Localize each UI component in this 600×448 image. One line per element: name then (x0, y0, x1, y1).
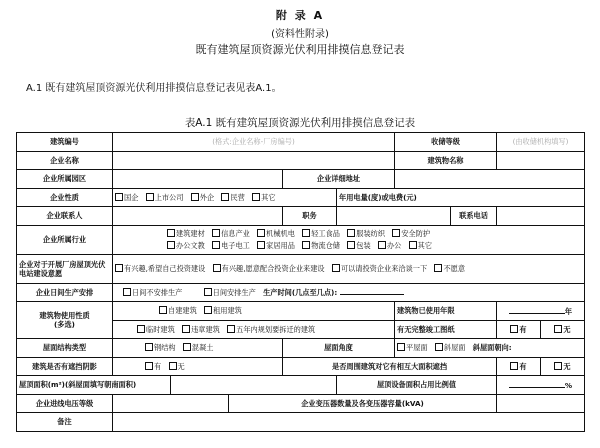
row-nature (17, 188, 585, 207)
angle-option-flat[interactable]: 平屋面 (397, 343, 428, 352)
structure-option[interactable]: 混凝土 (183, 343, 214, 352)
label-usage (17, 302, 113, 339)
shadow-q-yes[interactable]: 有 (497, 357, 541, 376)
checkbox-icon (409, 241, 417, 249)
usage-option[interactable]: 违章建筑 (182, 325, 220, 334)
row-industry (17, 225, 585, 254)
remarks-field[interactable] (113, 413, 585, 432)
nature-option[interactable]: 上市公司 (146, 193, 184, 202)
daytime-option-none[interactable]: 日间不安排生产 (123, 288, 182, 297)
label-phone: 联系电话 (451, 207, 497, 226)
row-attitude (17, 254, 585, 283)
checkbox-icon (435, 343, 443, 351)
checkbox-icon (510, 325, 518, 333)
checkbox-icon (169, 362, 177, 370)
industry-option[interactable]: 信息产业 (212, 229, 250, 238)
nature-option[interactable]: 外企 (191, 193, 214, 202)
industry-option[interactable]: 包装 (347, 241, 370, 250)
usage-option[interactable]: 五年内规划要拆迁的建筑 (227, 325, 315, 334)
nature-option[interactable]: 国企 (115, 193, 138, 202)
label-structure: 屋面结构类型 (17, 339, 113, 358)
slope-direction-label: 斜屋面朝向: (472, 343, 512, 353)
shadow-no[interactable]: 无 (169, 362, 185, 371)
checkbox-icon (212, 229, 220, 237)
checkbox-icon (167, 241, 175, 249)
ratio-input[interactable] (509, 380, 565, 388)
checkbox-icon (257, 241, 265, 249)
ratio-field: % (497, 376, 585, 395)
label-building-no: 建筑编号 (17, 133, 113, 152)
label-remarks: 备注 (17, 413, 113, 432)
row-shadow (17, 357, 585, 376)
shadow-yes[interactable]: 有 (145, 362, 161, 371)
row-structure (17, 339, 585, 358)
usage-label: 建筑物使用性质 (39, 311, 90, 320)
registration-form-table (16, 132, 585, 432)
checkbox-icon (434, 264, 442, 272)
label-use-years: 建筑物已使用年限 (395, 302, 497, 321)
collect-level-field[interactable]: (由收储机构填写) (497, 133, 585, 152)
label-building-name: 建筑物名称 (395, 151, 497, 170)
checkbox-icon (159, 306, 167, 314)
industry-option[interactable]: 电子电工 (212, 241, 250, 250)
row-voltage (17, 394, 585, 413)
checkbox-icon (204, 306, 212, 314)
industry-option[interactable]: 轻工食品 (302, 229, 340, 238)
label-area: 屋顶面积(m²)(斜屋面填写朝南面积) (17, 376, 171, 395)
checkbox-icon (554, 325, 562, 333)
checkbox-icon (204, 288, 212, 296)
label-position: 职务 (283, 207, 337, 226)
checkbox-icon (347, 241, 355, 249)
nature-option[interactable]: 民营 (221, 193, 244, 202)
industry-option[interactable]: 办公 (378, 241, 401, 250)
checkbox-icon (183, 343, 191, 351)
checkbox-icon (332, 264, 340, 272)
daytime-hours-input[interactable] (340, 287, 404, 295)
position-field[interactable] (337, 207, 451, 226)
area-field[interactable] (171, 376, 337, 395)
checkbox-icon (167, 229, 175, 237)
label-ratio: 屋顶设备面积占用比例值 (337, 376, 497, 395)
checkbox-icon (221, 193, 229, 201)
angle-option-slope[interactable]: 斜屋面 (435, 343, 466, 352)
label-collect-level: 收储等级 (395, 133, 497, 152)
checkbox-icon (146, 193, 154, 201)
intro-text: A.1 既有建筑屋顶资源光伏利用排摸信息登记表见表A.1。 (26, 83, 282, 94)
label-voltage: 企业进线电压等级 (17, 394, 113, 413)
usage-option[interactable]: 临时建筑 (137, 325, 175, 334)
label-contact: 企业联系人 (17, 207, 113, 226)
row-usage-1 (17, 302, 585, 321)
label-attitude: 企业对于开展厂房屋顶光伏电站建设意愿 (17, 254, 113, 283)
checkbox-icon (213, 264, 221, 272)
company-name-field[interactable] (113, 151, 395, 170)
industry-option[interactable]: 建筑建材 (167, 229, 205, 238)
checkbox-icon (123, 288, 131, 296)
contact-field[interactable] (113, 207, 283, 226)
industry-options (113, 225, 585, 254)
label-transformer: 企业变压器数量及各变压器容量(kVA) (229, 394, 497, 413)
voltage-field[interactable] (113, 394, 229, 413)
attitude-option[interactable]: 可以请投资企业来洽谈一下 (332, 264, 427, 273)
table-caption: 表A.1 既有建筑屋顶资源光伏利用排摸信息登记表 (184, 117, 416, 129)
checkbox-icon (257, 229, 265, 237)
nature-option[interactable]: 其它 (252, 193, 275, 202)
angle-options (395, 339, 585, 358)
checkbox-icon (145, 343, 153, 351)
use-years-field: 年 (497, 302, 585, 321)
label-angle: 屋面角度 (283, 339, 395, 358)
checkbox-icon (347, 229, 355, 237)
row-company-name (17, 151, 585, 170)
usage-option[interactable]: 自建建筑 (159, 306, 197, 315)
building-name-field[interactable] (497, 151, 585, 170)
attitude-option[interactable]: 有兴趣,希望自己投资建设 (115, 264, 205, 273)
checkbox-icon (227, 325, 235, 333)
structure-options (113, 339, 283, 358)
usage-option[interactable]: 租用建筑 (204, 306, 242, 315)
attitude-option[interactable]: 不愿意 (434, 264, 465, 273)
usage-note: (多选) (54, 320, 75, 329)
industry-option[interactable]: 安全防护 (392, 229, 430, 238)
checkbox-icon (182, 325, 190, 333)
row-daytime (17, 283, 585, 302)
checkbox-icon (554, 362, 562, 370)
row-remarks (17, 413, 585, 432)
label-address: 企业详细地址 (283, 170, 395, 189)
appendix-note: (资料性附录) (271, 29, 329, 40)
checkbox-icon (397, 343, 405, 351)
industry-option[interactable]: 办公文教 (167, 241, 205, 250)
row-area (17, 376, 585, 395)
label-industry: 企业所属行业 (17, 225, 113, 254)
usage-options-1 (113, 302, 395, 321)
checkbox-icon (302, 229, 310, 237)
attitude-options (113, 254, 585, 283)
daytime-option-yes[interactable]: 日间安排生产 (204, 288, 256, 297)
row-contact (17, 207, 585, 226)
checkbox-icon (302, 241, 310, 249)
label-annual-power: 年用电量(度)或电费(元) (337, 188, 585, 207)
nature-options (113, 188, 337, 207)
structure-option[interactable]: 钢结构 (145, 343, 176, 352)
use-years-input[interactable] (509, 306, 565, 314)
label-nature: 企业性质 (17, 188, 113, 207)
industry-option[interactable]: 家居用品 (257, 241, 295, 250)
building-no-field[interactable]: (格式:企业名称-厂房编号) (113, 133, 395, 152)
appendix-heading: 附 录 A (275, 9, 325, 22)
label-completion: 有无完整竣工图纸 (395, 320, 497, 339)
industry-option[interactable]: 物流仓储 (302, 241, 340, 250)
checkbox-icon (191, 193, 199, 201)
row-park (17, 170, 585, 189)
completion-no[interactable]: 无 (541, 320, 585, 339)
daytime-hours-label: 生产时间(几点至几点): (263, 288, 338, 298)
transformer-field[interactable] (497, 394, 585, 413)
checkbox-icon (145, 362, 153, 370)
row-building-no (17, 133, 585, 152)
checkbox-icon (115, 264, 123, 272)
checkbox-icon (510, 362, 518, 370)
checkbox-icon (137, 325, 145, 333)
shadow-q-no[interactable]: 无 (541, 357, 585, 376)
industry-option[interactable]: 机械机电 (257, 229, 295, 238)
industry-option[interactable]: 其它 (409, 241, 432, 250)
label-park: 企业所属园区 (17, 170, 113, 189)
label-company-name: 企业名称 (17, 151, 113, 170)
checkbox-icon (378, 241, 386, 249)
checkbox-icon (212, 241, 220, 249)
checkbox-icon (252, 193, 260, 201)
label-daytime: 企业日间生产安排 (17, 283, 113, 302)
completion-yes[interactable]: 有 (497, 320, 541, 339)
appendix-title: 既有建筑屋顶资源光伏利用排摸信息登记表 (195, 43, 405, 56)
checkbox-icon (115, 193, 123, 201)
label-shadow-question: 是否周围建筑对它有相互大面积遮挡 (283, 357, 497, 376)
park-field[interactable] (113, 170, 283, 189)
industry-option[interactable]: 服装纺织 (347, 229, 385, 238)
label-shadow: 建筑是否有遮挡阴影 (17, 357, 113, 376)
address-field[interactable] (395, 170, 585, 189)
usage-options-2 (113, 320, 395, 339)
shadow-options (113, 357, 283, 376)
checkbox-icon (392, 229, 400, 237)
phone-field[interactable] (497, 207, 585, 226)
attitude-option[interactable]: 有兴趣,愿意配合投资企业来建设 (213, 264, 325, 273)
daytime-options (113, 283, 585, 302)
